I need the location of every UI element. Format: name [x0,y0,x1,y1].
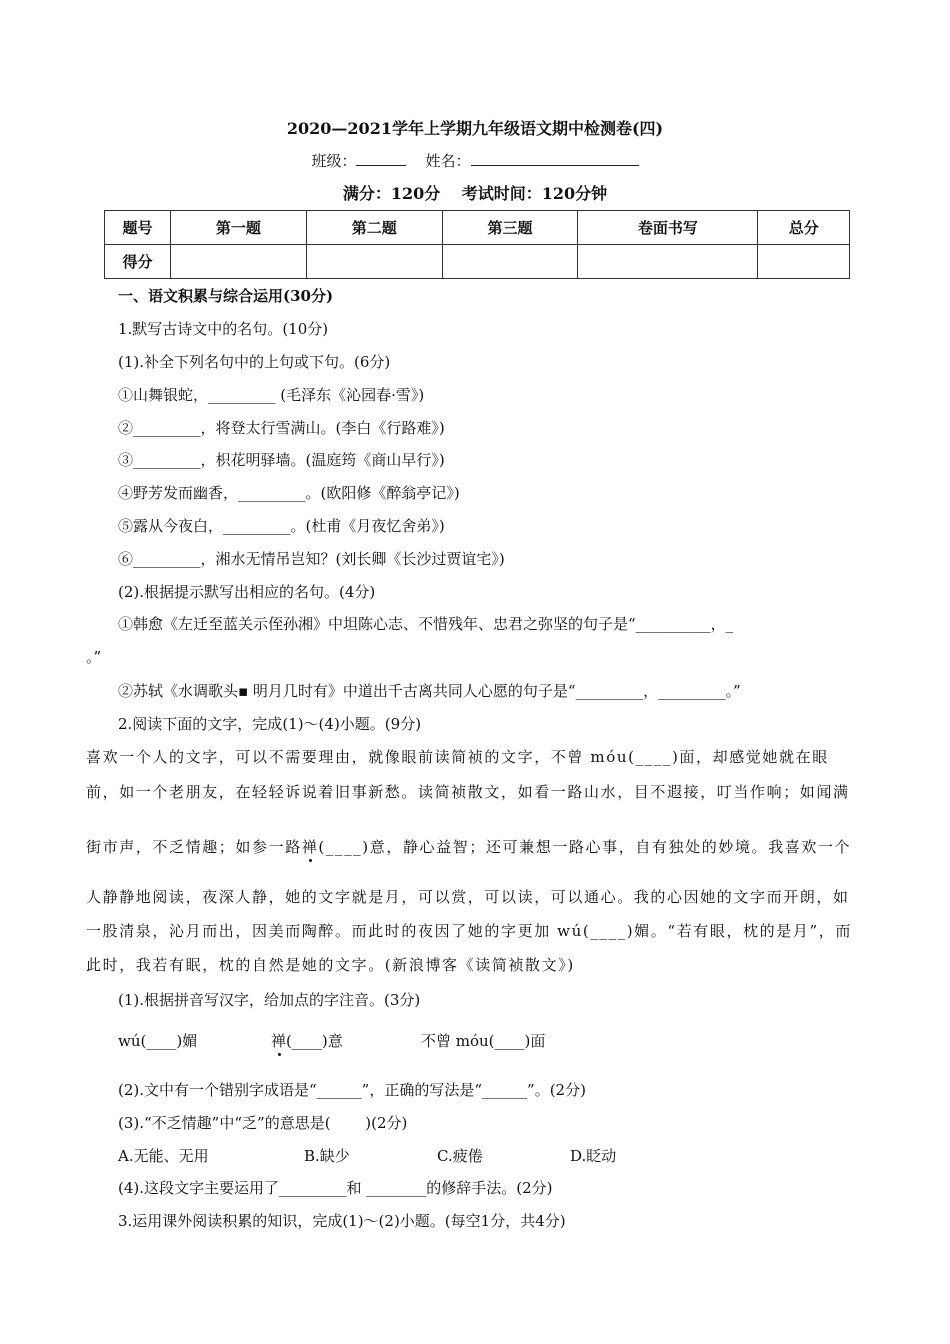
pinyin-item-2 [271,1030,343,1051]
question-1-1: (1).补全下列名句中的上句或下句。(6分) [118,353,391,371]
score-cell[interactable] [306,245,442,279]
score-table-header-row [105,211,850,245]
exam-meta: 满分：120分 考试时间：120分钟 [342,184,608,203]
page-title: 2020—2021学年上学期九年级语文期中检测卷(四) [286,119,664,138]
option-c: C.疲倦 [437,1147,483,1165]
score-cell[interactable] [171,245,307,279]
pinyin-item-text: (____)意 [286,1032,343,1050]
passage-line: 人静静地阅读，夜深人静，她的文字就是月，可以赏，可以读，可以通心。我的心因她的文字而开朗，如 [86,888,850,906]
option-a: A.无能、无用 [118,1147,209,1165]
question-item: ②_________，将登太行雪满山。(李白《行路难》) [118,419,445,437]
class-field[interactable] [356,151,406,166]
score-cell[interactable] [442,245,578,279]
question-1: 1.默写古诗文中的名句。(10分) [118,320,329,338]
passage-text: 街市声，不乏情趣；如参一路 [86,838,302,856]
question-2-1: (1).根据拼音写汉字，给加点的字注音。(3分) [118,991,421,1009]
pinyin-item-3: 不曾 móu(____)面 [421,1032,546,1050]
score-header-cell: 总分 [758,211,850,245]
section-heading: 一、语文积累与综合运用(30分) [118,287,334,305]
question-2-4: (4).这段文字主要运用了_________和 ________的修辞手法。(2分) [118,1179,553,1197]
passage-line: 喜欢一个人的文字，可以不需要理由，就像眼前读简祯的文字，不曾 móu(____)面，却感觉她就在眼 [86,748,829,766]
question-item: ①韩愈《左迁至蓝关示侄孙湘》中坦陈心志、不惜残年、忠君之弥坚的句子是“__________，_ [118,615,734,633]
question-2: 2.阅读下面的文字，完成(1)～(4)小题。(9分) [118,715,422,733]
name-field[interactable] [471,151,639,166]
score-cell[interactable] [758,245,850,279]
question-item: ⑥_________，湘水无情吊岂知？(刘长卿《长沙过贾谊宅》) [118,550,505,568]
dotted-character: 禅 [271,1032,287,1050]
question-2-2: (2).文中有一个错别字成语是“______”，正确的写法是“______”。(2分) [118,1081,586,1099]
question-2-3: (3).“不乏情趣”中“乏”的意思是( )(2分) [118,1114,408,1132]
score-header-cell: 第三题 [442,211,578,245]
pinyin-item-1: wú(____)媚 [118,1032,198,1050]
dotted-character: 禅 [301,838,319,856]
score-header-cell: 卷面书写 [578,211,758,245]
passage-line: 前，如一个老朋友，在轻轻诉说着旧事新愁。读简祯散文，如看一路山水，目不遐接，叮当作响；如闻满 [86,783,850,801]
passage-line: 一股清泉，沁月而出，因美而陶醉。而此时的夜因了她的字更加 wú(____)媚。“若有眼，枕的是月”，而 [86,922,852,940]
passage-line [86,836,864,857]
passage-text: (____)意，静心益智；还可兼想一路心事，自有独处的妙境。我喜欢一个 [318,838,852,856]
score-cell[interactable] [578,245,758,279]
question-item-cont: 。” [86,648,102,666]
score-header-cell: 第一题 [171,211,307,245]
score-row-label: 得分 [105,245,171,279]
question-item: ⑤露从今夜白，_________。(杜甫《月夜忆舍弟》) [118,517,445,535]
score-header-cell: 第二题 [306,211,442,245]
question-item: ④野芳发而幽香，_________。(欧阳修《醉翁亭记》) [118,484,460,502]
score-table-score-row [105,245,850,279]
question-item: ①山舞银蛇，_________ (毛泽东《沁园春·雪》) [118,386,425,404]
question-item: ③_________，枳花明驿墙。(温庭筠《商山早行》) [118,451,445,469]
score-table [104,210,850,279]
score-header-cell: 题号 [105,211,171,245]
option-d: D.眨动 [570,1147,617,1165]
question-1-2: (2).根据提示默写出相应的名句。(4分) [118,583,376,601]
question-item: ②苏轼《水调歌头▪ 明月几时有》中道出千古离共同人心愿的句子是“_________，_________。” [118,682,741,700]
option-b: B.缺少 [304,1147,350,1165]
name-label: 姓名： [425,152,471,170]
student-info [0,150,950,171]
class-label: 班级： [311,152,357,170]
question-3: 3.运用课外阅读积累的知识，完成(1)～(2)小题。(每空1分，共4分) [118,1212,566,1230]
passage-line: 此时，我若有眠，枕的自然是她的文字。(新浪博客《读简祯散文》) [86,956,575,974]
